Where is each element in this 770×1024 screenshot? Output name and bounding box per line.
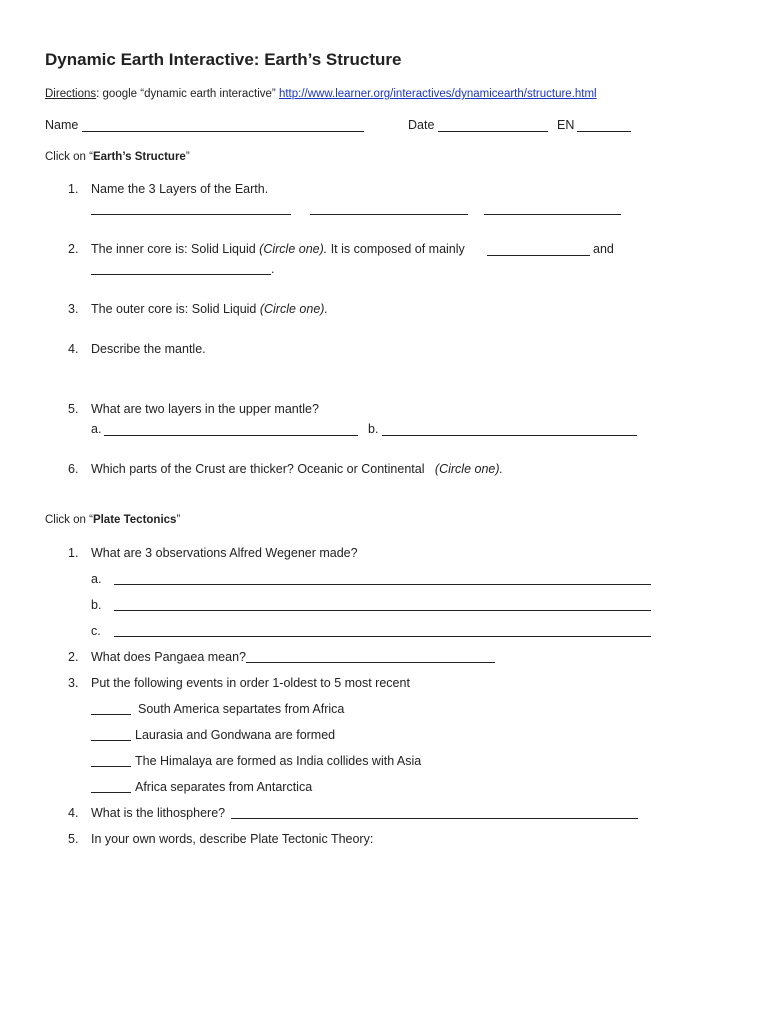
- inner-core-composition-line-2[interactable]: [91, 274, 271, 275]
- s2-q1-c-label: c.: [91, 624, 101, 638]
- wegener-answer-b[interactable]: [114, 610, 651, 611]
- event-order-blank-3[interactable]: [91, 766, 131, 767]
- directions-line: [45, 87, 597, 102]
- s1-q5-b-label: b.: [368, 422, 379, 436]
- s1-q1-number: 1.: [68, 182, 79, 196]
- s2-q4-number: 4.: [68, 806, 79, 820]
- s2-q3-number: 3.: [68, 676, 79, 690]
- s2-q5-text: In your own words, describe Plate Tectonic Theory:: [91, 832, 374, 846]
- s1-q5-number: 5.: [68, 402, 79, 416]
- event-item-1: South America separtates from Africa: [138, 702, 345, 716]
- event-order-blank-1[interactable]: [91, 714, 131, 715]
- s2-q3-text: Put the following events in order 1-oldest to 5 most recent: [91, 676, 410, 690]
- upper-mantle-answer-b[interactable]: [382, 435, 637, 436]
- s1-q5-text: What are two layers in the upper mantle?: [91, 402, 319, 416]
- wegener-answer-a[interactable]: [114, 584, 651, 585]
- event-order-blank-2[interactable]: [91, 740, 131, 741]
- en-label: EN: [557, 118, 575, 132]
- s1-q4-number: 4.: [68, 342, 79, 356]
- event-item-4: Africa separates from Antarctica: [135, 780, 313, 794]
- name-field-line[interactable]: [82, 131, 364, 132]
- s2-q1-a-label: a.: [91, 572, 102, 586]
- s1-q2-and: and: [593, 242, 614, 256]
- s1-q2-period: .: [271, 262, 275, 276]
- s1-q6-text: Which parts of the Crust are thicker? Oceanic or Continental (Circle one).: [91, 462, 503, 476]
- wegener-answer-c[interactable]: [114, 636, 651, 637]
- s2-q2-number: 2.: [68, 650, 79, 664]
- inner-core-composition-line-1[interactable]: [487, 255, 590, 256]
- s2-q1-b-label: b.: [91, 598, 102, 612]
- s1-q1-text: Name the 3 Layers of the Earth.: [91, 182, 269, 196]
- date-field-line[interactable]: [438, 131, 548, 132]
- s1-q3-text: The outer core is: Solid Liquid (Circle one).: [91, 302, 328, 316]
- layer-answer-line-3[interactable]: [484, 214, 621, 215]
- pangaea-answer-line[interactable]: [246, 662, 495, 663]
- directions-link[interactable]: http://www.learner.org/interactives/dynamicearth/structure.html: [278, 88, 597, 100]
- layer-answer-line-2[interactable]: [310, 214, 468, 215]
- s2-q1-number: 1.: [68, 546, 79, 560]
- date-label: Date: [408, 118, 435, 132]
- s1-q6-number: 6.: [68, 462, 79, 476]
- s2-q1-text: What are 3 observations Alfred Wegener made?: [91, 546, 358, 560]
- directions-text: : google “dynamic earth interactive”: [96, 88, 279, 100]
- upper-mantle-answer-a[interactable]: [104, 435, 358, 436]
- event-item-3: The Himalaya are formed as India collides with Asia: [135, 754, 422, 768]
- s1-q3-number: 3.: [68, 302, 79, 316]
- event-item-2: Laurasia and Gondwana are formed: [135, 728, 336, 742]
- directions-label: Directions: [45, 88, 97, 100]
- page-title: Dynamic Earth Interactive: Earth’s Structure: [45, 50, 402, 69]
- s2-q5-number: 5.: [68, 832, 79, 846]
- s2-q2-text: What does Pangaea mean?: [91, 650, 246, 664]
- lithosphere-answer-line[interactable]: [231, 818, 638, 819]
- event-order-blank-4[interactable]: [91, 792, 131, 793]
- section-earth-structure-header: Click on “Earth’s Structure”: [45, 151, 190, 163]
- section-plate-tectonics-header: Click on “Plate Tectonics”: [45, 514, 181, 526]
- s2-q4-text: What is the lithosphere?: [91, 806, 226, 820]
- name-label: Name: [45, 118, 79, 132]
- en-field-line[interactable]: [577, 131, 631, 132]
- s1-q4-text: Describe the mantle.: [91, 342, 206, 356]
- s1-q5-a-label: a.: [91, 422, 102, 436]
- layer-answer-line-1[interactable]: [91, 214, 291, 215]
- s1-q2-number: 2.: [68, 242, 79, 256]
- s1-q2-text: The inner core is: Solid Liquid (Circle one). It is composed of mainly: [91, 242, 465, 256]
